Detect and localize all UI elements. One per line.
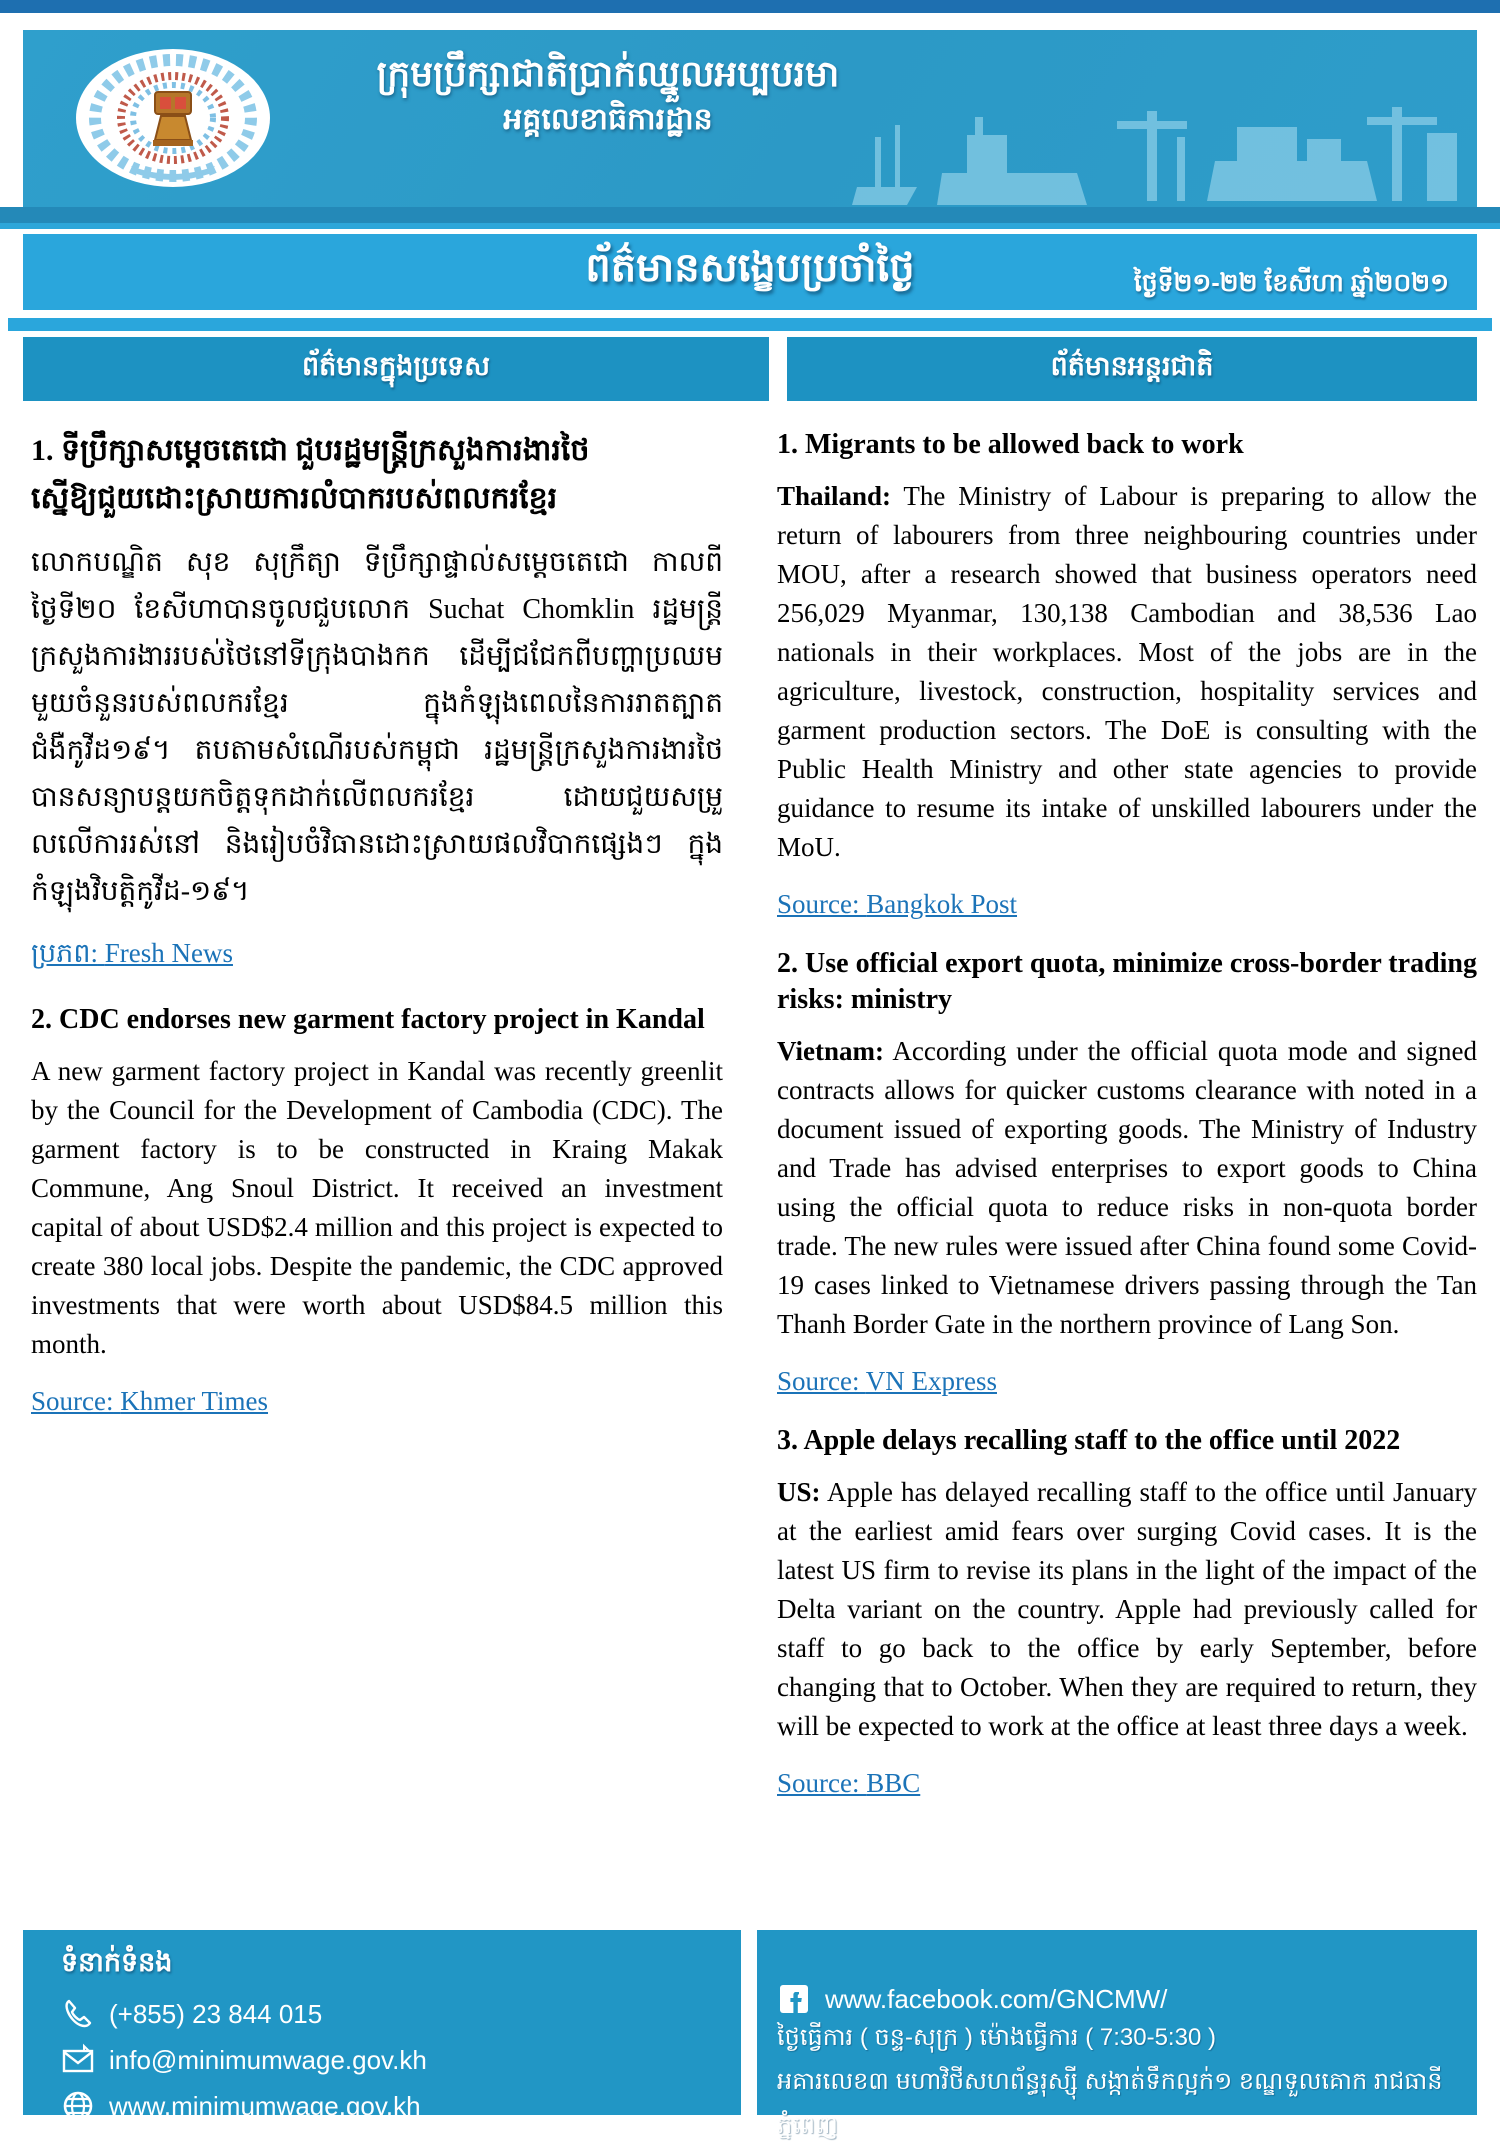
email-address[interactable]: info@minimumwage.gov.kh <box>109 2044 427 2075</box>
issue-date: ថ្ងៃទី២១-២២ ខែសីហា ឆ្នាំ២០២១ <box>1133 269 1449 297</box>
header-divider-band <box>0 207 1500 223</box>
article-lead: US: <box>777 1477 821 1507</box>
article-body: Vietnam: According under the official quota mode and signed contracts allows for quicker customs clearance with noted in a document issued of exporting goods. The Ministry of Industry and Trade has advised enterprises to export goods to China using the official quota to reduce risks in non-quota border trade. The new rules were issued after China found some Covid-19 cases linked to Vietnamese drivers passing through the Tan Thanh Border Gate in the northern province of Lang Son. <box>777 1036 1477 1339</box>
article-title: 3. Apple delays recalling staff to the office until 2022 <box>777 1425 1401 1456</box>
international-news-header: ព័ត៌មានអន្តរជាតិ <box>787 337 1477 401</box>
source-link[interactable]: Source: Bangkok Post <box>777 889 1018 919</box>
source-link[interactable]: Source: VN Express <box>777 1366 997 1396</box>
section-headers <box>23 337 1477 401</box>
ship-silhouette-art <box>847 77 1467 207</box>
article-body: Thailand: The Ministry of Labour is preparing to allow the return of labourers from three neighbouring countries under MOU, after a research showed that business operators need 256,029 Myanmar, 130,138 Cambodian and 38,536 Lao nationals in their workplaces. Most of the jobs are in the agriculture, livestock, construction, hospitality services and garment production sectors. The DoE is consulting with the Public Health Ministry and other state agencies to provide guidance to resume its intake of unskilled labourers under the MoU. <box>777 481 1477 862</box>
newsletter-title: ព័ត៌មានសង្ខេបប្រចាំថ្ងៃ <box>585 246 915 290</box>
source-link[interactable]: ប្រភព: Fresh News <box>31 938 233 968</box>
source-row <box>31 1386 723 1417</box>
website-url[interactable]: www.minimumwage.gov.kh <box>109 2090 421 2121</box>
footer <box>0 1930 1500 2139</box>
article <box>31 427 723 976</box>
article-lead: Vietnam: <box>777 1036 884 1066</box>
facebook-url[interactable]: www.facebook.com/GNCMW/ <box>825 1983 1168 2014</box>
org-name-line2: អគ្គលេខាធិការដ្ឋាន <box>503 103 713 136</box>
org-name-line1: ក្រុមប្រឹក្សាជាតិប្រាក់ឈ្នួលអប្បបរមា <box>376 53 840 94</box>
article-lead: Thailand: <box>777 481 892 511</box>
email-row <box>61 2043 741 2077</box>
source-row <box>31 937 723 976</box>
domestic-news-column <box>23 401 769 1799</box>
source-link[interactable]: Source: Khmer Times <box>31 1386 269 1416</box>
article-body: លោកបណ្ឌិត សុខ សុក្រឹត្យា ទីប្រឹក្សាផ្ទាល់សម្តេចតេជោ កាលពីថ្ងៃទី២០ ខែសីហាបានចូលជួបលោក Suchat Chomklin រដ្ឋមន្ត្រីក្រសួងការងាររបស់ថៃនៅទីក្រុងបាងកក ដើម្បីជជែកពីបញ្ហាប្រឈមមួយចំនួនរបស់ពលករខ្មែរ ក្នុងកំឡុងពេលនៃការរាតត្បាតជំងឺកូវីដ១៩។ តបតាមសំណើរបស់កម្ពុជា រដ្ឋមន្ត្រីក្រសួងការងារថៃ បានសន្យាបន្តយកចិត្តទុកដាក់លើពលករខ្មែរ ដោយជួយសម្រួលលើការរស់នៅ និងរៀបចំវិធានដោះស្រាយផលវិបាកផ្សេងៗ ក្នុងកំឡុងវិបត្តិកូវីដ-១៩។ <box>31 547 723 907</box>
article-title: 2. Use official export quota, minimize cross-border trading risks: ministry <box>777 948 1477 1015</box>
source-link[interactable]: Source: BBC <box>777 1768 921 1798</box>
domestic-news-header: ព័ត៌មានក្នុងប្រទេស <box>23 337 769 401</box>
masthead <box>23 30 1477 207</box>
facebook-icon <box>777 1982 811 2016</box>
article <box>777 946 1477 1397</box>
accent-band <box>8 318 1492 331</box>
council-logo-icon <box>75 48 271 188</box>
email-icon <box>61 2043 95 2077</box>
contact-heading: ទំនាក់ទំនង <box>61 1947 173 1977</box>
title-banner <box>23 234 1477 310</box>
article-body: US: Apple has delayed recalling staff to the office until January at the earliest amid fears over surging Covid cases. It is the latest US firm to revise its plans in the light of the impact of the Delta variant on the country. Apple had previously called for staff to go back to the office by early September, before changing that to October. When they are required to return, they will be expected to work at the office at least three days a week. <box>777 1477 1477 1741</box>
office-address: អគារលេខ៣ មហាវិថីសហព័ន្ធរុស្ស៊ី សង្កាត់ទឹកល្អក់១ ខណ្ឌទួលគោក រាជធានីភ្នំពេញ <box>777 2068 1443 2139</box>
globe-icon <box>61 2089 95 2123</box>
footer-social-box <box>757 1930 1477 2139</box>
working-hours: ថ្ងៃធ្វើការ ( ចន្ទ-សុក្រ ) ម៉ោងធ្វើការ ( 7:30-5:30 ) <box>777 2024 1216 2051</box>
article <box>777 1423 1477 1799</box>
news-content <box>23 401 1477 1799</box>
top-accent-bar <box>0 0 1500 13</box>
article <box>31 1002 723 1417</box>
source-row <box>777 1768 1477 1799</box>
org-name <box>318 50 898 142</box>
international-news-column <box>769 401 1477 1799</box>
facebook-row <box>777 1982 1477 2016</box>
phone-icon <box>61 1997 95 2031</box>
phone-row <box>61 1997 741 2031</box>
article-title: 1. Migrants to be allowed back to work <box>777 429 1244 460</box>
source-row <box>777 889 1477 920</box>
article-title: 2. CDC endorses new garment factory project in Kandal <box>31 1004 705 1035</box>
article-body: A new garment factory project in Kandal was recently greenlit by the Council for the Development of Cambodia (CDC). The garment factory is to be constructed in Kraing Makak Commune, Ang Snoul District. It received an investment capital of about USD$2.4 million and this project is expected to create 380 local jobs. Despite the pandemic, the CDC approved investments that were worth about USD$84.5 million this month. <box>31 1056 723 1359</box>
source-row <box>777 1366 1477 1397</box>
article <box>777 427 1477 920</box>
phone-number: (+855) 23 844 015 <box>109 1998 323 2029</box>
website-row <box>61 2089 741 2123</box>
article-title: 1. ទីប្រឹក្សាសម្តេចតេជោ ជួបរដ្ឋមន្ត្រីក្រសួងការងារថៃ ស្នើឱ្យជួយដោះស្រាយការលំបាករបស់ពលករខ្មែរ <box>31 434 590 515</box>
footer-contact-box <box>23 1930 741 2121</box>
